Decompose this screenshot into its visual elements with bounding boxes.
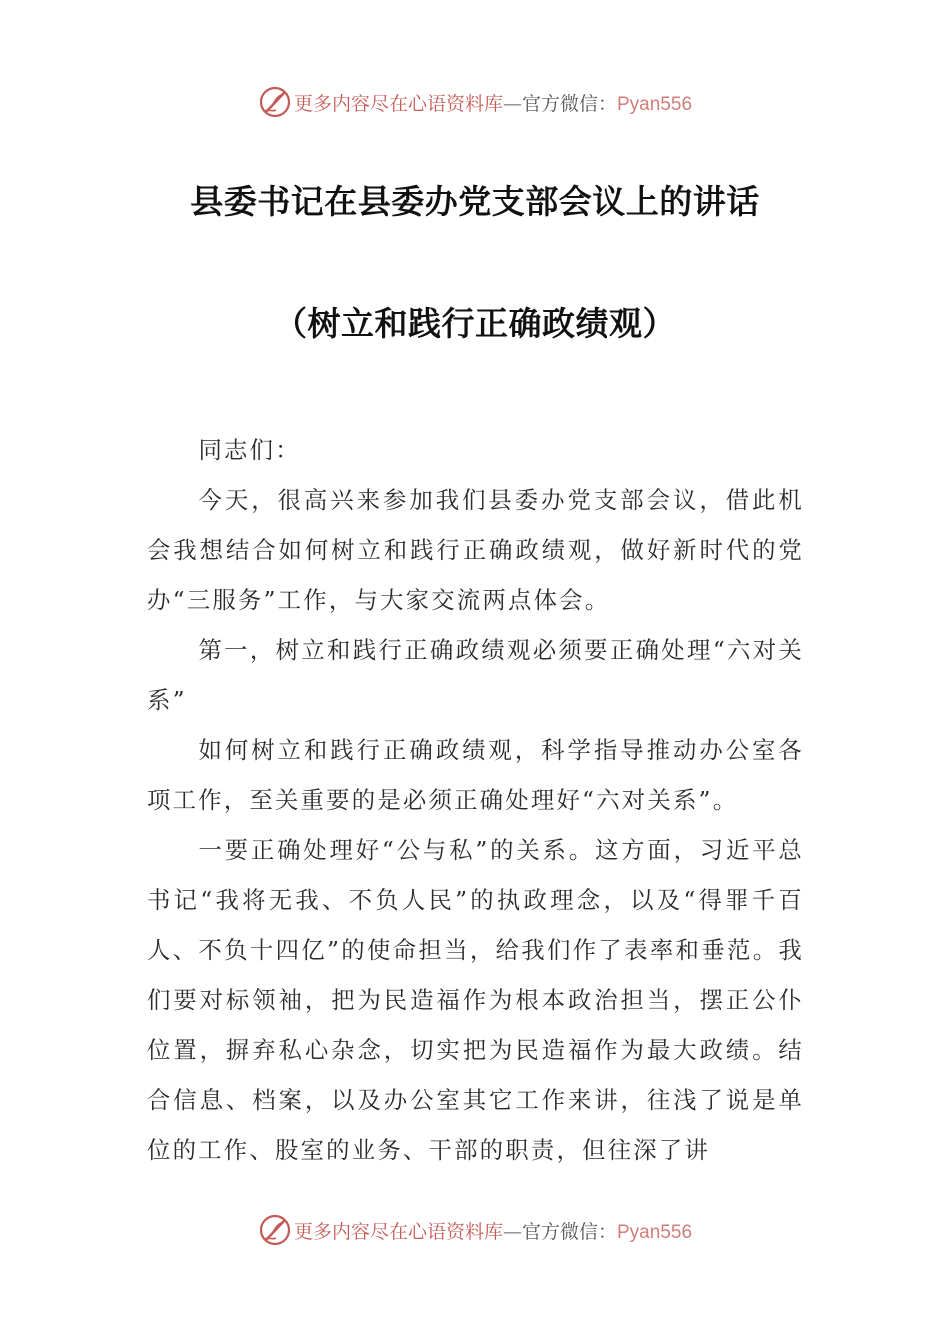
document-body bbox=[147, 425, 804, 1175]
footer-watermark bbox=[0, 1210, 950, 1250]
salutation: 同志们： bbox=[198, 436, 301, 464]
body-paragraph: 如何树立和践行正确政绩观，科学指导推动办公室各项工作，至关重要的是必须正确处理好“六对关系”。 bbox=[147, 736, 804, 814]
body-paragraph: 今天，很高兴来参加我们县委办党支部会议，借此机会我想结合如何树立和践行正确政绩观，做好新时代的党办“三服务”工作，与大家交流两点体会。 bbox=[147, 486, 804, 614]
document-title: 县委书记在县委办党支部会议上的讲话 bbox=[190, 182, 760, 221]
watermark-text: 更多内容尽在心语资料库—官方微信：Pyan556 bbox=[293, 1220, 693, 1243]
section-heading: 第一，树立和践行正确政绩观必须要正确处理“六对关系” bbox=[147, 636, 804, 714]
header-watermark bbox=[0, 82, 950, 122]
quill-logo-icon bbox=[258, 85, 292, 119]
document-subtitle: （树立和践行正确政绩观） bbox=[274, 304, 676, 343]
watermark-text: 更多内容尽在心语资料库—官方微信：Pyan556 bbox=[293, 92, 693, 115]
body-paragraph: 一要正确处理好“公与私”的关系。这方面，习近平总书记“我将无我、不负人民”的执政理念，以及“得罪千百人、不负十四亿”的使命担当，给我们作了表率和垂范。我们要对标领袖，把为民造福作为根本政治担当，摆正公仆位置，摒弃私心杂念，切实把为民造福作为最大政绩。结合信息、档案，以及办公室其它工作来讲，往浅了说是单位的工作、股室的业务、干部的职责，但往深了讲 bbox=[147, 836, 804, 1164]
quill-logo-icon bbox=[258, 1213, 292, 1247]
